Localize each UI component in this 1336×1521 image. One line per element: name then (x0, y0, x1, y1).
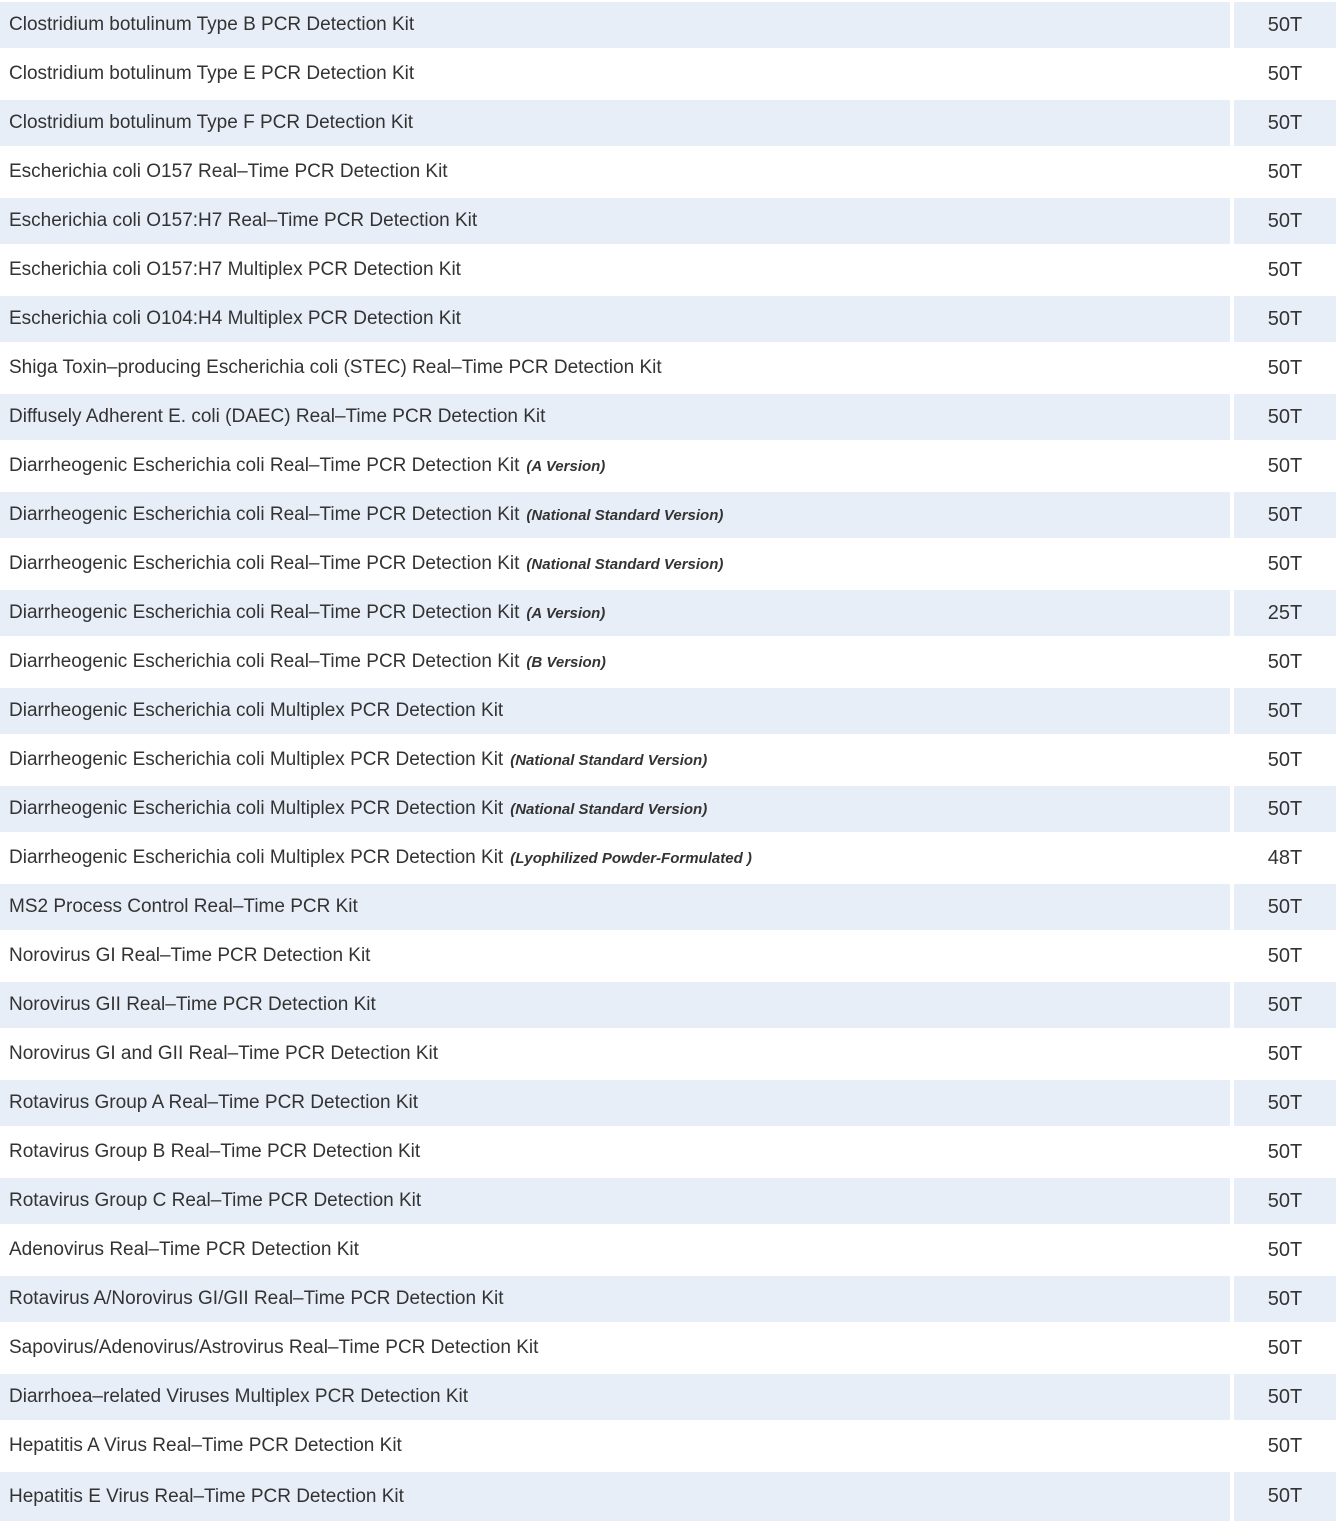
kit-name-cell (0, 247, 1230, 293)
table-row (0, 884, 1336, 930)
kit-name-cell (0, 639, 1230, 685)
kit-size-cell: 50T (1234, 1276, 1336, 1322)
kit-variant-note: (National Standard Version) (526, 555, 724, 573)
kit-name: Escherichia coli O157 Real–Time PCR Detection Kit (9, 161, 448, 182)
kit-name: Diarrheogenic Escherichia coli Real–Time PCR Detection Kit (9, 602, 520, 623)
table-row (0, 1276, 1336, 1322)
table-row (0, 1423, 1336, 1469)
kit-size-cell: 50T (1234, 786, 1336, 832)
table-row (0, 1472, 1336, 1518)
table-row (0, 1325, 1336, 1371)
kit-name: Hepatitis A Virus Real–Time PCR Detection Kit (9, 1435, 402, 1456)
kit-name-cell (0, 786, 1230, 832)
kit-name-cell (0, 100, 1230, 146)
kit-size-cell: 50T (1234, 394, 1336, 440)
kit-size-cell: 50T (1234, 1374, 1336, 1420)
kit-size-cell: 48T (1234, 835, 1336, 881)
kit-name: Diarrheogenic Escherichia coli Multiplex PCR Detection Kit (9, 847, 504, 868)
kit-size-cell: 50T (1234, 1080, 1336, 1126)
kit-size-cell: 50T (1234, 345, 1336, 391)
kit-name-cell (0, 835, 1230, 881)
table-row (0, 1031, 1336, 1077)
kit-name-cell (0, 51, 1230, 97)
kit-name: Norovirus GI Real–Time PCR Detection Kit (9, 945, 371, 966)
table-row (0, 1227, 1336, 1273)
table-row (0, 1129, 1336, 1175)
kit-name-cell (0, 884, 1230, 930)
kit-variant-note: (Lyophilized Powder-Formulated ) (510, 849, 752, 867)
kit-name: Diffusely Adherent E. coli (DAEC) Real–Time PCR Detection Kit (9, 406, 546, 427)
kit-size-cell: 50T (1234, 443, 1336, 489)
kit-name-cell (0, 1031, 1230, 1077)
kit-name-cell (0, 1423, 1230, 1469)
kit-name: Escherichia coli O157:H7 Real–Time PCR Detection Kit (9, 210, 478, 231)
table-row (0, 492, 1336, 538)
kit-name-cell (0, 2, 1230, 48)
kit-size-cell: 50T (1234, 639, 1336, 685)
kit-name-cell (0, 1178, 1230, 1224)
table-row (0, 1374, 1336, 1420)
table-row (0, 345, 1336, 391)
kit-name-cell (0, 443, 1230, 489)
kit-name: Rotavirus Group B Real–Time PCR Detection Kit (9, 1141, 421, 1162)
kit-name: Escherichia coli O157:H7 Multiplex PCR Detection Kit (9, 259, 461, 280)
kit-name-cell (0, 394, 1230, 440)
kit-size-cell: 50T (1234, 198, 1336, 244)
kit-name: Rotavirus Group A Real–Time PCR Detection Kit (9, 1092, 419, 1113)
table-row (0, 737, 1336, 783)
kit-name-cell (0, 345, 1230, 391)
table-row (0, 933, 1336, 979)
table-row (0, 541, 1336, 587)
kit-variant-note: (A Version) (526, 457, 606, 475)
kit-name-cell (0, 1129, 1230, 1175)
table-row (0, 198, 1336, 244)
table-row (0, 1080, 1336, 1126)
kit-size-cell: 50T (1234, 296, 1336, 342)
table-row (0, 51, 1336, 97)
kit-name-cell (0, 541, 1230, 587)
kit-name: Adenovirus Real–Time PCR Detection Kit (9, 1239, 359, 1260)
kit-name-cell (0, 933, 1230, 979)
kit-name-cell (0, 1227, 1230, 1273)
table-row (0, 688, 1336, 734)
kit-size-cell: 50T (1234, 2, 1336, 48)
table-row (0, 100, 1336, 146)
kit-name: Diarrheogenic Escherichia coli Real–Time PCR Detection Kit (9, 455, 520, 476)
kit-name: Shiga Toxin–producing Escherichia coli (STEC) Real–Time PCR Detection Kit (9, 357, 662, 378)
kit-size-cell: 50T (1234, 737, 1336, 783)
kit-size-cell: 50T (1234, 541, 1336, 587)
table-row (0, 835, 1336, 881)
kit-size-cell: 50T (1234, 1227, 1336, 1273)
kit-variant-note: (A Version) (526, 604, 606, 622)
kit-size-cell: 50T (1234, 688, 1336, 734)
kit-name-cell (0, 737, 1230, 783)
kit-size-cell: 50T (1234, 492, 1336, 538)
kit-name: Diarrheogenic Escherichia coli Multiplex PCR Detection Kit (9, 749, 504, 770)
kit-size-cell: 50T (1234, 884, 1336, 930)
kit-name: Diarrheogenic Escherichia coli Real–Time PCR Detection Kit (9, 651, 520, 672)
table-row (0, 786, 1336, 832)
table-row (0, 982, 1336, 1028)
kit-name: Clostridium botulinum Type E PCR Detection Kit (9, 63, 415, 84)
kit-size-cell: 50T (1234, 1325, 1336, 1371)
kit-name: Rotavirus A/Norovirus GI/GII Real–Time PCR Detection Kit (9, 1288, 504, 1309)
table-row (0, 394, 1336, 440)
kit-size-cell: 50T (1234, 1423, 1336, 1469)
table-row (0, 443, 1336, 489)
table-row (0, 639, 1336, 685)
kit-name: Hepatitis E Virus Real–Time PCR Detection Kit (9, 1485, 404, 1507)
kit-name: Diarrheogenic Escherichia coli Real–Time PCR Detection Kit (9, 553, 520, 574)
kit-name-cell (0, 1276, 1230, 1322)
kit-name-cell (0, 688, 1230, 734)
kit-name-cell (0, 492, 1230, 538)
kit-name: Diarrheogenic Escherichia coli Multiplex PCR Detection Kit (9, 700, 504, 721)
kit-name-cell (0, 1472, 1230, 1521)
kit-name-cell (0, 1325, 1230, 1371)
kit-size-cell: 50T (1234, 51, 1336, 97)
kit-variant-note: (National Standard Version) (526, 506, 724, 524)
kit-size-cell: 50T (1234, 100, 1336, 146)
kit-name: Clostridium botulinum Type F PCR Detection Kit (9, 112, 414, 133)
kit-name: MS2 Process Control Real–Time PCR Kit (9, 896, 358, 917)
kit-variant-note: (National Standard Version) (510, 800, 708, 818)
table-row (0, 1178, 1336, 1224)
table-row (0, 149, 1336, 195)
kit-name: Diarrheogenic Escherichia coli Real–Time PCR Detection Kit (9, 504, 520, 525)
kit-name: Diarrheogenic Escherichia coli Multiplex PCR Detection Kit (9, 798, 504, 819)
kit-name-cell (0, 149, 1230, 195)
kit-name-cell (0, 198, 1230, 244)
kit-size-cell: 50T (1234, 982, 1336, 1028)
kit-variant-note: (B Version) (526, 653, 606, 671)
kit-name: Diarrhoea–related Viruses Multiplex PCR Detection Kit (9, 1386, 469, 1407)
kit-name: Sapovirus/Adenovirus/Astrovirus Real–Time PCR Detection Kit (9, 1337, 539, 1358)
kit-name-cell (0, 296, 1230, 342)
table-row (0, 590, 1336, 636)
kit-name-cell (0, 1374, 1230, 1420)
kit-name: Norovirus GI and GII Real–Time PCR Detection Kit (9, 1043, 439, 1064)
kit-size-cell: 50T (1234, 149, 1336, 195)
kit-name: Norovirus GII Real–Time PCR Detection Kit (9, 994, 376, 1015)
kit-size-cell: 50T (1234, 933, 1336, 979)
kit-name: Clostridium botulinum Type B PCR Detection Kit (9, 14, 415, 35)
kit-name-cell (0, 1080, 1230, 1126)
kit-name: Escherichia coli O104:H4 Multiplex PCR Detection Kit (9, 308, 461, 329)
kit-size-cell: 25T (1234, 590, 1336, 636)
kit-size-cell: 50T (1234, 1472, 1336, 1521)
kit-size-cell: 50T (1234, 1031, 1336, 1077)
kit-name: Rotavirus Group C Real–Time PCR Detection Kit (9, 1190, 422, 1211)
table-row (0, 2, 1336, 48)
table-row (0, 296, 1336, 342)
kit-variant-note: (National Standard Version) (510, 751, 708, 769)
kit-size-cell: 50T (1234, 1178, 1336, 1224)
kit-size-cell: 50T (1234, 247, 1336, 293)
kit-size-cell: 50T (1234, 1129, 1336, 1175)
table-row (0, 247, 1336, 293)
kit-name-cell (0, 982, 1230, 1028)
kit-name-cell (0, 590, 1230, 636)
